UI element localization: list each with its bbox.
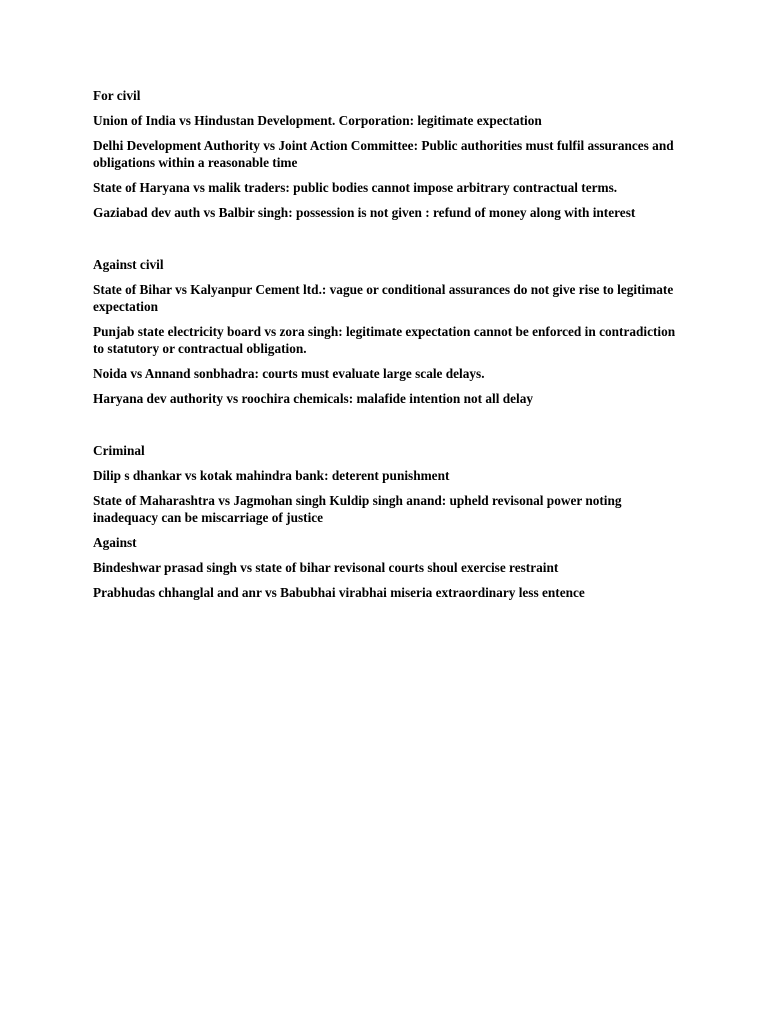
document-body — [93, 87, 683, 609]
section-heading-against-civil: Against civil — [93, 257, 164, 272]
case-entry: Union of India vs Hindustan Development. Corporation: legitimate expectation — [93, 113, 542, 128]
case-entry: State of Haryana vs malik traders: public bodies cannot impose arbitrary contractual terms. — [93, 180, 618, 195]
blank-line — [93, 229, 683, 256]
section-heading-for-civil: For civil — [93, 88, 141, 103]
case-entry: Dilip s dhankar vs kotak mahindra bank: deterent punishment — [93, 468, 450, 483]
blank-line — [93, 415, 683, 442]
case-entry: Noida vs Annand sonbhadra: courts must evaluate large scale delays. — [93, 366, 485, 381]
case-entry: Gaziabad dev auth vs Balbir singh: possession is not given : refund of money along with interest — [93, 205, 636, 220]
case-entry: Prabhudas chhanglal and anr vs Babubhai virabhai miseria extraordinary less entence — [93, 585, 585, 600]
case-entry: State of Bihar vs Kalyanpur Cement ltd.: vague or conditional assurances do not give rise to legitimate expectation — [93, 282, 674, 314]
section-heading-against: Against — [93, 535, 137, 550]
case-entry: State of Maharashtra vs Jagmohan singh Kuldip singh anand: upheld revisonal power noting inadequacy can be miscarriage of justice — [93, 493, 622, 525]
case-entry: Delhi Development Authority vs Joint Action Committee: Public authorities must fulfil assurances and obligations within a reasonable time — [93, 138, 674, 170]
case-entry: Bindeshwar prasad singh vs state of bihar revisonal courts shoul exercise restraint — [93, 560, 559, 575]
section-heading-criminal: Criminal — [93, 443, 145, 458]
case-entry: Haryana dev authority vs roochira chemicals: malafide intention not all delay — [93, 391, 534, 406]
case-entry: Punjab state electricity board vs zora singh: legitimate expectation cannot be enforced in contradiction to statutory or contractual obligation. — [93, 324, 676, 356]
